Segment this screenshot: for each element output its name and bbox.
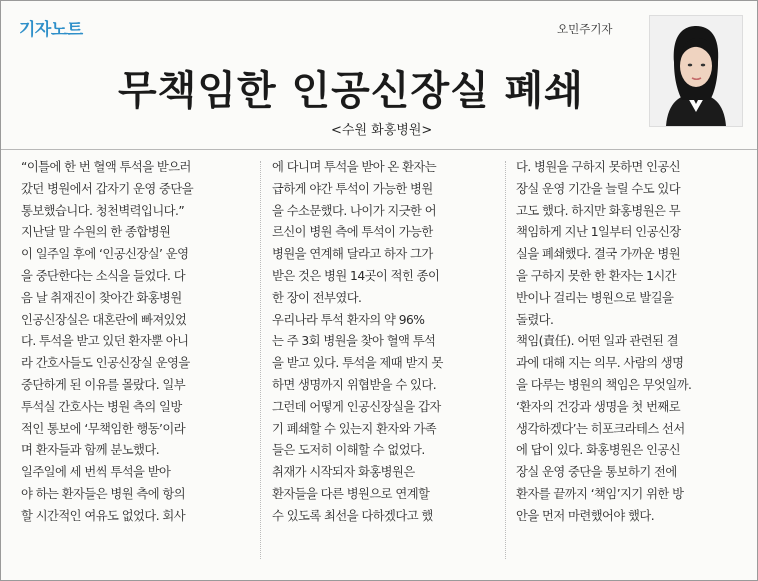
reporter-byline: 오민주기자 (557, 22, 613, 36)
article-subhead: <수원 화홍병원> (331, 123, 433, 138)
text-line: 실을 폐쇄했다. 결국 가까운 병원 (516, 247, 681, 262)
text-line: 그런데 어떻게 인공신장실을 갑자 (272, 399, 441, 414)
text-line: 며 환자들과 함께 분노했다. (21, 443, 160, 458)
text-line: 중단하게 된 이유를 몰랐다. 일부 (21, 377, 186, 392)
text-line: 반이나 걸리는 병원으로 발길을 (516, 290, 674, 305)
text-line: 생각하겠다’는 히포크라테스 선서 (516, 421, 685, 436)
text-line: 통보했습니다. 청천벽력입니다.” (21, 203, 185, 218)
text-line: 하면 생명까지 위협받을 수 있다. (272, 377, 437, 392)
text-line: 환자를 끝까지 ‘책임’지기 위한 방 (516, 486, 684, 501)
text-line: 에 답이 있다. 화홍병원은 인공신 (516, 443, 681, 458)
text-line: 인공신장실은 대혼란에 빠져있었 (21, 312, 187, 327)
text-line: 다. 병원을 구하지 못하면 인공신 (516, 160, 681, 174)
text-line: 라 간호사들도 인공신장실 운영을 (21, 356, 190, 371)
text-line: 에 다니며 투석을 받아 온 환자는 (272, 160, 437, 174)
column-divider (260, 161, 261, 559)
text-line: 을 중단한다는 소식을 들었다. 다 (21, 268, 186, 283)
text-line: 적인 통보에 ‘무책임한 행동’이라 (21, 421, 186, 436)
text-line: 환자들을 다른 병원으로 연계할 (272, 486, 430, 501)
text-line: 취재가 시작되자 화홍병원은 (272, 465, 415, 480)
text-line: 을 다루는 병원의 책임은 무엇일까. (516, 377, 692, 392)
section-rubric: 기자노트 (19, 20, 83, 40)
text-line: 투석실 간호사는 병원 측의 일방 (21, 399, 182, 414)
text-line: 고도 했다. 하지만 화홍병원은 무 (516, 203, 681, 218)
text-line: 이 일주일 후에 ‘인공신장실’ 운영 (21, 247, 189, 262)
text-line: 장실 운영 중단을 통보하기 전에 (516, 465, 677, 480)
text-line: 책임하게 지난 1일부터 인공신장 (516, 225, 681, 240)
text-line: 수 있도록 최선을 다하겠다고 했 (272, 508, 433, 523)
text-line: 을 구하지 못한 한 환자는 1시간 (516, 268, 677, 283)
text-line: 을 받고 있다. 투석을 제때 받지 못 (272, 356, 443, 371)
text-line: 한 장이 전부였다. (272, 290, 362, 305)
text-line: 지난달 말 수원의 한 종합병원 (21, 225, 171, 240)
article-column-3 (516, 157, 747, 528)
text-line: 을 수소문했다. 나이가 지긋한 어 (272, 203, 437, 218)
text-line: 일주일에 세 번씩 투석을 받아 (21, 465, 171, 480)
text-line: 다. 투석을 받고 있던 환자뿐 아니 (21, 334, 189, 349)
text-line: 는 주 3회 병원을 찾아 혈액 투석 (272, 334, 436, 349)
text-line: 음 날 취재진이 찾아간 화홍병원 (21, 290, 182, 305)
text-line: 책임(責任). 어떤 일과 관련된 결 (516, 334, 679, 349)
text-line: 르신이 병원 측에 투석이 가능한 (272, 225, 433, 240)
text-line: 야 하는 환자들은 병원 측에 항의 (21, 486, 186, 501)
text-line: 안을 먼저 마련했어야 했다. (516, 508, 655, 523)
header-divider (1, 149, 757, 150)
text-line: ‘환자의 건강과 생명을 첫 번째로 (516, 399, 681, 414)
text-line: 갔던 병원에서 갑자기 운영 중단을 (21, 181, 194, 196)
text-line: “이틀에 한 번 혈액 투석을 받으러 (21, 160, 191, 174)
article-column-2 (272, 157, 503, 528)
text-line: 기 폐쇄할 수 있는지 환자와 가족 (272, 421, 437, 436)
text-line: 장실 운영 기간을 늘릴 수도 있다 (516, 181, 681, 196)
text-line: 우리나라 투석 환자의 약 96% (272, 312, 425, 327)
text-line: 할 시간적인 여유도 없었다. 회사 (21, 508, 186, 523)
text-line: 돌렸다. (516, 312, 554, 327)
column-divider (505, 161, 506, 559)
article-column-1 (21, 157, 252, 528)
text-line: 급하게 야간 투석이 가능한 병원 (272, 181, 433, 196)
text-line: 들은 도저히 이해할 수 없었다. (272, 443, 425, 458)
article-headline: 무책임한 인공신장실 폐쇄 (118, 68, 584, 114)
text-line: 받은 것은 병원 14곳이 적힌 종이 (272, 268, 440, 283)
text-line: 과에 대해 지는 의무. 사람의 생명 (516, 356, 684, 371)
text-line: 병원을 연계해 달라고 하자 그가 (272, 247, 433, 262)
